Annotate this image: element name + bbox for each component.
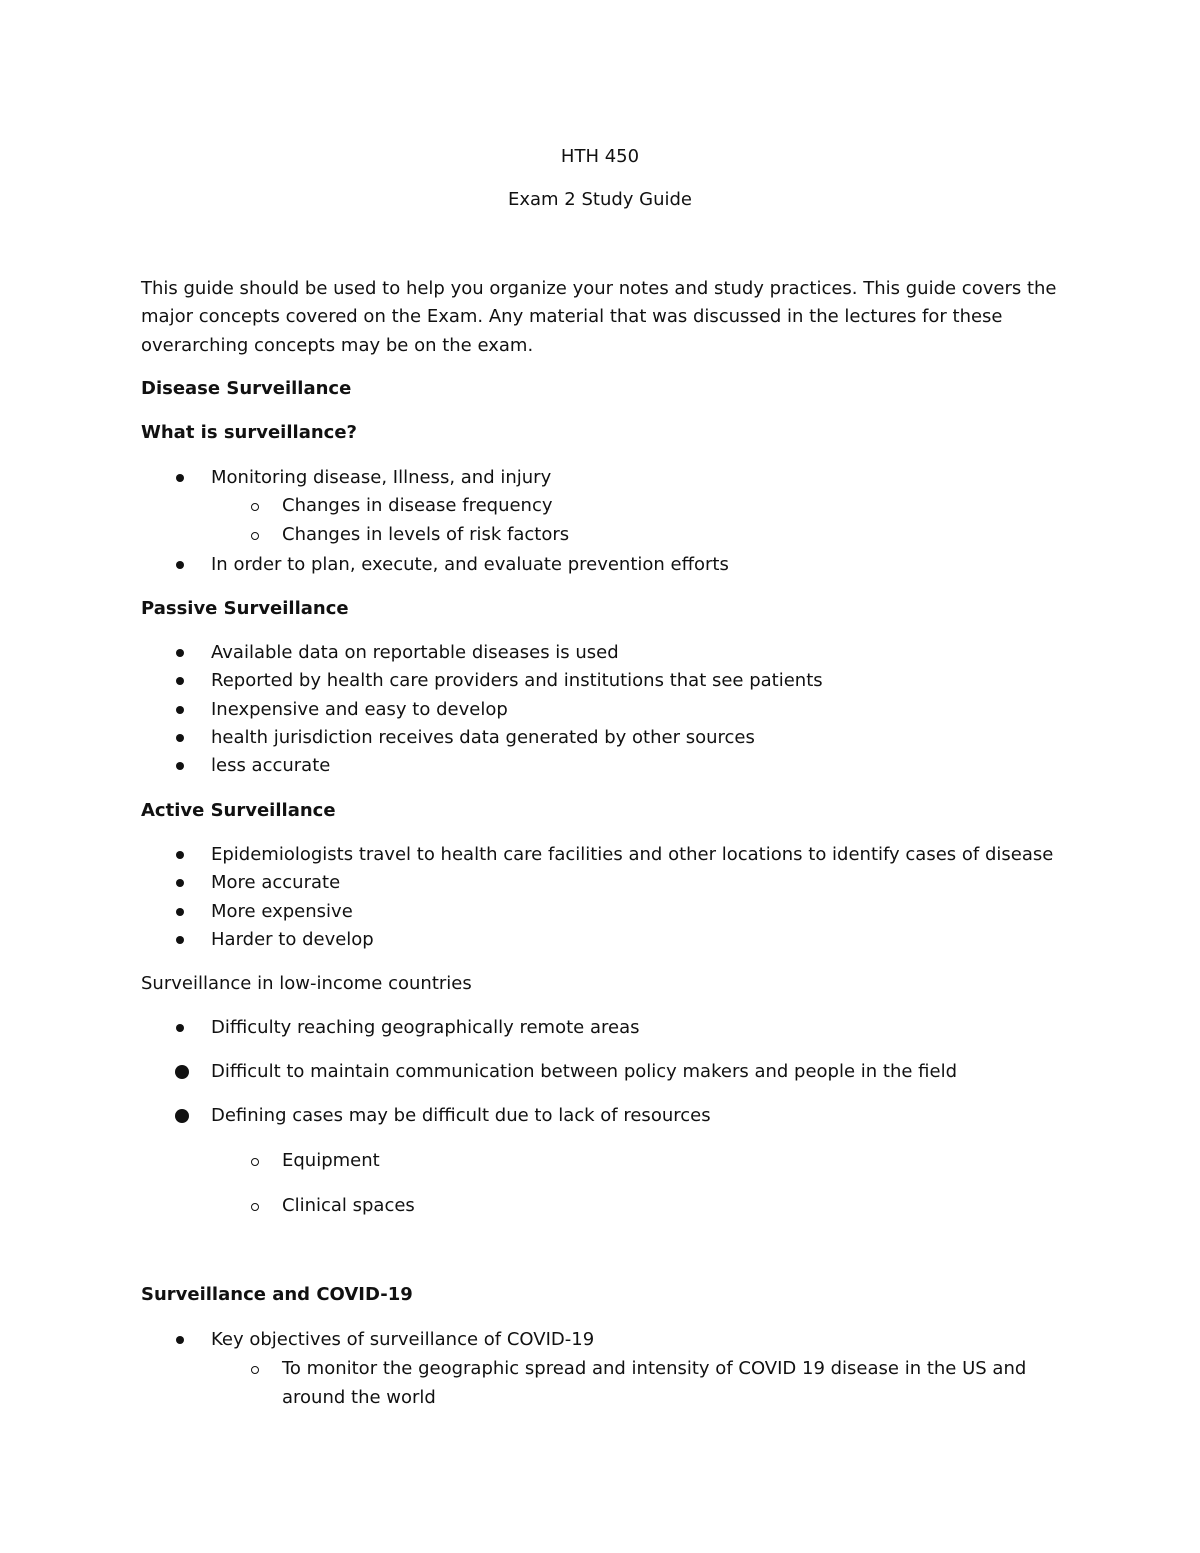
bullet-icon: [176, 936, 184, 944]
list-item: Defining cases may be difficult due to lack of resources: [211, 1105, 711, 1126]
circle-bullet-icon: [251, 1366, 259, 1374]
list-item: Available data on reportable diseases is used: [211, 642, 619, 663]
list-item: Difficult to maintain communication between policy makers and people in the field: [211, 1061, 957, 1082]
bullet-icon: [176, 1336, 184, 1344]
bullet-icon: [176, 734, 184, 742]
list-item: less accurate: [211, 755, 331, 776]
intro-line-2: major concepts covered on the Exam. Any material that was discussed in the lectures for these: [141, 306, 1003, 327]
circle-bullet-icon: [251, 503, 259, 511]
circle-bullet-icon: [251, 1203, 259, 1211]
list-item: Inexpensive and easy to develop: [211, 699, 508, 720]
list-item: Difficulty reaching geographically remote areas: [211, 1017, 640, 1038]
bullet-icon: [175, 1065, 189, 1079]
bullet-icon: [176, 649, 184, 657]
heading-active-surveillance: Active Surveillance: [141, 800, 336, 821]
intro-line-1: This guide should be used to help you organize your notes and study practices. This guide covers the: [141, 278, 1057, 299]
list-item: Key objectives of surveillance of COVID-19: [211, 1329, 595, 1350]
bullet-icon: [176, 706, 184, 714]
bullet-icon: [176, 908, 184, 916]
bullet-icon: [176, 879, 184, 887]
bullet-icon: [176, 677, 184, 685]
heading-covid-surveillance: Surveillance and COVID-19: [141, 1284, 413, 1305]
list-subitem: Changes in levels of risk factors: [282, 524, 570, 545]
bullet-icon: [175, 1109, 189, 1123]
list-item: Harder to develop: [211, 929, 374, 950]
circle-bullet-icon: [251, 1158, 259, 1166]
list-subitem: Equipment: [282, 1150, 380, 1171]
list-item: In order to plan, execute, and evaluate prevention efforts: [211, 554, 729, 575]
list-item: health jurisdiction receives data generated by other sources: [211, 727, 755, 748]
list-item: Monitoring disease, Illness, and injury: [211, 467, 552, 488]
circle-bullet-icon: [251, 532, 259, 540]
bullet-icon: [176, 762, 184, 770]
list-item: More accurate: [211, 872, 341, 893]
list-item: Reported by health care providers and institutions that see patients: [211, 670, 823, 691]
heading-low-income-surveillance: Surveillance in low-income countries: [141, 973, 472, 994]
bullet-icon: [176, 1024, 184, 1032]
list-subitem: Changes in disease frequency: [282, 495, 553, 516]
list-item: Epidemiologists travel to health care facilities and other locations to identify cases of disease: [211, 844, 1054, 865]
heading-disease-surveillance: Disease Surveillance: [141, 378, 352, 399]
list-subitem: To monitor the geographic spread and intensity of COVID 19 disease in the US and: [282, 1358, 1027, 1379]
document-subtitle: Exam 2 Study Guide: [507, 189, 693, 210]
bullet-icon: [176, 474, 184, 482]
list-subitem-continuation: around the world: [282, 1387, 436, 1408]
course-title: HTH 450: [560, 146, 640, 167]
intro-line-3: overarching concepts may be on the exam.: [141, 335, 534, 356]
heading-passive-surveillance: Passive Surveillance: [141, 598, 349, 619]
bullet-icon: [176, 851, 184, 859]
bullet-icon: [176, 561, 184, 569]
heading-what-is-surveillance: What is surveillance?: [141, 422, 357, 443]
list-subitem: Clinical spaces: [282, 1195, 415, 1216]
list-item: More expensive: [211, 901, 353, 922]
